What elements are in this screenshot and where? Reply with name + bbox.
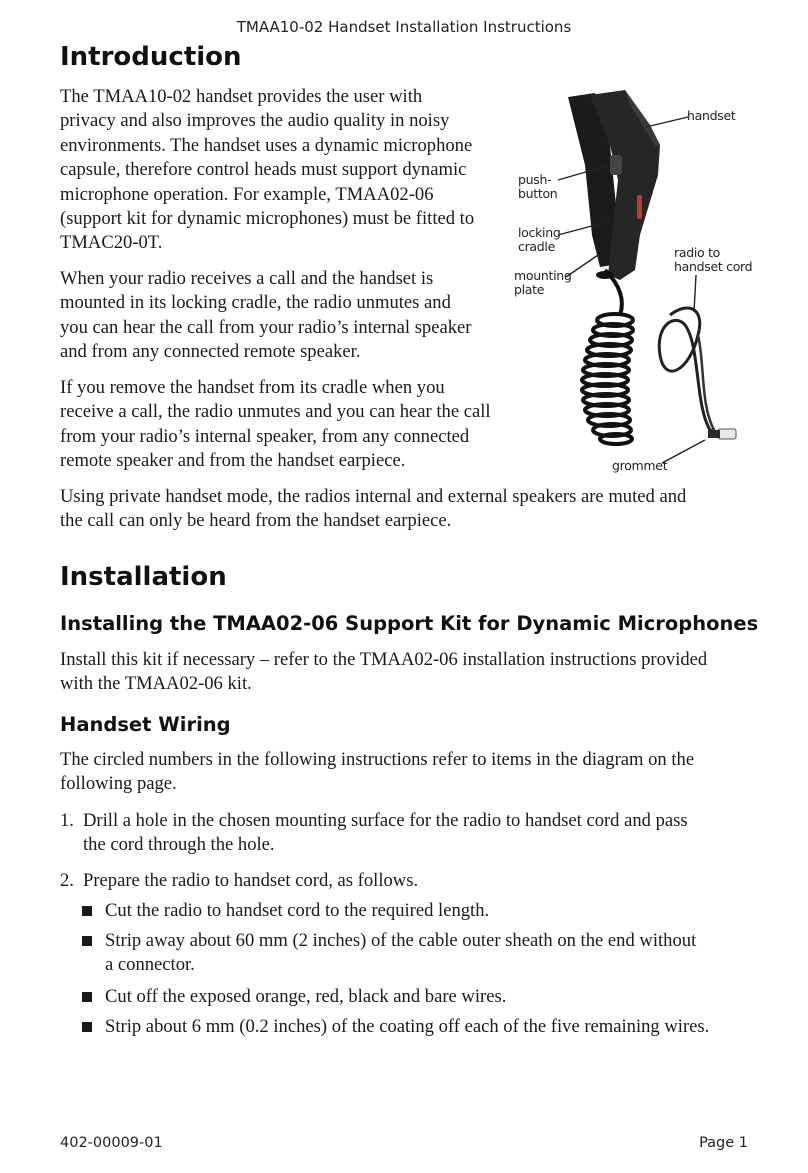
- label-push-button: push- button: [518, 172, 558, 201]
- bullet-item-1: Cut the radio to handset cord to the required length.: [82, 899, 750, 923]
- step-1: 1. Drill a hole in the chosen mounting surface for the radio to handset cord and pass the cord through the hole.: [60, 810, 688, 856]
- bullet-item-3: Cut off the exposed orange, red, black and bare wires.: [82, 985, 750, 1009]
- step-number: 1.: [60, 810, 74, 831]
- intro-paragraph-1: The TMAA10-02 handset provides the user with privacy and also improves the audio quality in noisy environments. The handset uses a dynamic microphone capsule, therefore control heads must support dynamic microphone operation. For example, TMAA02-06 (support kit for dynamic microphones) must be fitted to TMAC20-0T.: [60, 86, 475, 254]
- handset-figure: [500, 85, 760, 485]
- square-bullet-icon: [82, 992, 92, 1002]
- support-kit-heading: Installing the TMAA02-06 Support Kit for Dynamic Microphones: [60, 612, 759, 635]
- square-bullet-icon: [82, 906, 92, 916]
- intro-paragraph-2: When your radio receives a call and the handset is mounted in its locking cradle, the radio unmutes and you can hear the call from your radio’s internal speaker and from any connected remote speaker.: [60, 268, 472, 363]
- label-locking-cradle: locking cradle: [518, 225, 561, 254]
- bullet-item-4: Strip about 6 mm (0.2 inches) of the coating off each of the five remaining wires.: [82, 1015, 750, 1039]
- step-2: 2. Prepare the radio to handset cord, as follows.: [60, 869, 750, 893]
- support-kit-paragraph: Install this kit if necessary – refer to the TMAA02-06 installation instructions provided with the TMAA02-06 kit.: [60, 649, 708, 695]
- label-handset: handset: [687, 108, 736, 123]
- step-number: 2.: [60, 870, 74, 891]
- intro-paragraph-3: If you remove the handset from its cradle when you receive a call, the radio unmutes and you can hear the call from your radio’s internal speaker, from any connected remote speaker and from the handset earpiece.: [60, 377, 491, 472]
- footer-page-number: Page 1: [699, 1135, 748, 1151]
- running-header: TMAA10-02 Handset Installation Instructions: [236, 18, 572, 36]
- intro-paragraph-4: Using private handset mode, the radios internal and external speakers are muted and the call can only be heard from the handset earpiece.: [60, 486, 687, 532]
- footer-doc-number: 402-00009-01: [60, 1135, 163, 1151]
- label-radio-to-handset-cord: radio to handset cord: [674, 245, 753, 274]
- introduction-heading: Introduction: [60, 42, 242, 72]
- square-bullet-icon: [82, 936, 92, 946]
- bullet-item-2: Strip away about 60 mm (2 inches) of the cable outer sheath on the end without a connector.: [82, 929, 750, 978]
- handset-wiring-heading: Handset Wiring: [60, 713, 231, 736]
- installation-heading: Installation: [60, 562, 227, 592]
- label-grommet: grommet: [612, 458, 668, 473]
- wiring-intro-paragraph: The circled numbers in the following instructions refer to items in the diagram on the following page.: [60, 749, 695, 795]
- square-bullet-icon: [82, 1022, 92, 1032]
- label-mounting-plate: mounting plate: [514, 268, 572, 297]
